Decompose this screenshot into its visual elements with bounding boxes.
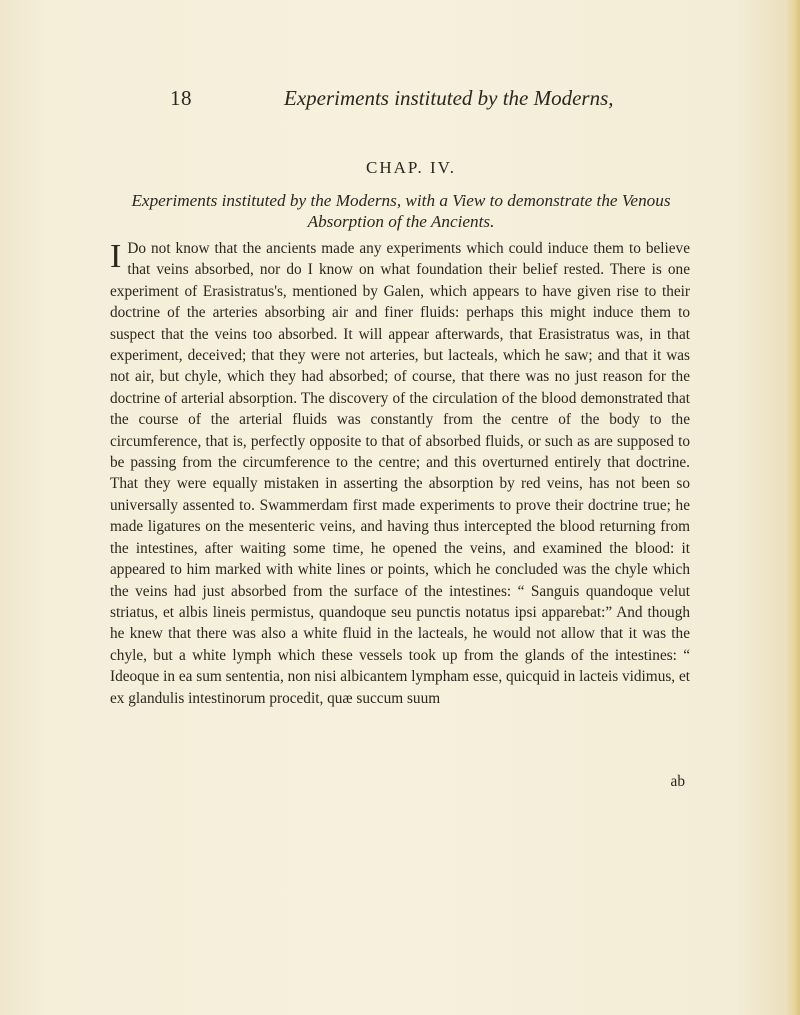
drop-cap: I — [110, 238, 122, 275]
page-number: 18 — [170, 86, 192, 110]
running-title: Experiments instituted by the Moderns, — [284, 86, 614, 110]
paragraph — [110, 238, 690, 709]
body-text — [110, 238, 690, 709]
chapter-heading: CHAP. IV. — [366, 158, 456, 177]
running-head — [170, 86, 614, 112]
chapter-subtitle: Experiments instituted by the Moderns, with a View to demonstrate the Venous Absorption of the Ancients. — [131, 191, 671, 231]
page-edge-shadow — [786, 0, 800, 1015]
catchword: ab — [670, 773, 685, 790]
paragraph-text: Do not know that the ancients made any experiments which could induce them to believe that veins absorbed, nor do I know on what foundation their belief rested. There is one experiment of Erasistratus's, mentioned by Galen, which appears to have given rise to their doctrine of the arteries absorbing air and finer fluids: perhaps this might induce them to suspect that the veins too absorbed. It will appear afterwards, that Erasistratus was, in that experiment, deceived; that they were not arteries, but lacteals, which he saw; and that it was not air, but chyle, which they had absorbed; of course, that there was no just reason for the doctrine of arterial absorption. The discovery of the circulation of the blood demonstrated that the course of the arterial fluids was constantly from the centre of the body to the circumference, that is, perfectly opposite to that of absorbed fluids, or such as are supposed to be passing from the circumference to the centre; and this overturned entirely that doctrine. That they were equally mistaken in asserting the absorption by red veins, has not been so universally assented to. Swammerdam first made experiments to prove their doctrine true; he made ligatures on the mesenteric veins, and having thus intercepted the blood returning from the intestines, after waiting some time, he opened the veins, and examined the blood: it appeared to him marked with white lines or points, which he concluded was the chyle which the veins had just absorbed from the surface of the intestines: “ Sanguis quandoque velut striatus, et albis lineis permistus, quandoque seu punctis notatus ipsi apparebat:” And though he knew that there was also a white fluid in the lacteals, he would not allow that it was the chyle, but a white lymph which these vessels took up from the glands of the intestines: “ Ideoque in ea sum sententia, non nisi albicantem lympham esse, quicquid in lacteis vidimus, et ex glandulis intestinorum procedit, quæ succum suum — [110, 240, 690, 707]
